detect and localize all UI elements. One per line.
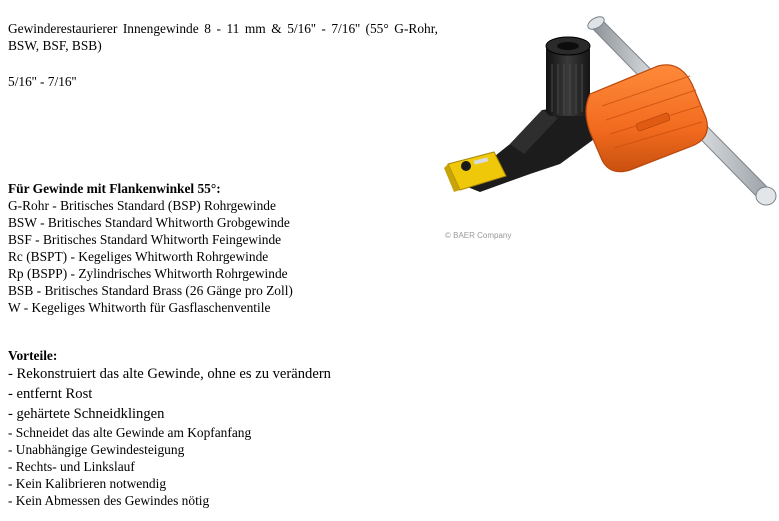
orange-handle	[586, 65, 707, 172]
advantage-item: - Unabhängige Gewindesteigung	[8, 442, 185, 457]
features-section	[8, 180, 293, 316]
product-image	[440, 14, 779, 244]
advantage-item: - Rekonstruiert das alte Gewinde, ohne es zu verändern	[8, 366, 331, 382]
features-heading: Für Gewinde mit Flankenwinkel 55°:	[8, 181, 221, 196]
advantage-item: - gehärtete Schneidklingen	[8, 406, 165, 422]
advantage-item: - Kein Abmessen des Gewindes nötig	[8, 493, 210, 508]
feature-item: BSW - Britisches Standard Whitworth Grobgewinde	[8, 215, 290, 230]
feature-item: W - Kegeliges Whitworth für Gasflaschenventile	[8, 300, 271, 315]
feature-item: BSB - Britisches Standard Brass (26 Gänge pro Zoll)	[8, 283, 293, 298]
advantage-item: - entfernt Rost	[8, 386, 93, 402]
feature-item: Rc (BSPT) - Kegeliges Whitworth Rohrgewinde	[8, 249, 269, 264]
size-range: 5/16'' - 7/16''	[8, 74, 77, 89]
product-title: Gewinderestaurierer Innengewinde 8 - 11 mm & 5/16'' - 7/16'' (55° G-Rohr, BSW, BSF, BSB)	[8, 21, 438, 53]
advantage-item: - Kein Kalibrieren notwendig	[8, 476, 167, 491]
image-copyright: © BAER Company	[445, 231, 512, 240]
advantage-item: - Rechts- und Linkslauf	[8, 459, 135, 474]
feature-item: G-Rohr - Britisches Standard (BSP) Rohrgewinde	[8, 198, 276, 213]
knurled-knob	[546, 37, 590, 116]
feature-item: Rp (BSPP) - Zylindrisches Whitworth Rohrgewinde	[8, 266, 288, 281]
advantage-item: - Schneidet das alte Gewinde am Kopfanfang	[8, 425, 252, 440]
feature-item: BSF - Britisches Standard Whitworth Feingewinde	[8, 232, 282, 247]
advantages-heading: Vorteile:	[8, 348, 58, 363]
advantages-section	[8, 347, 331, 509]
